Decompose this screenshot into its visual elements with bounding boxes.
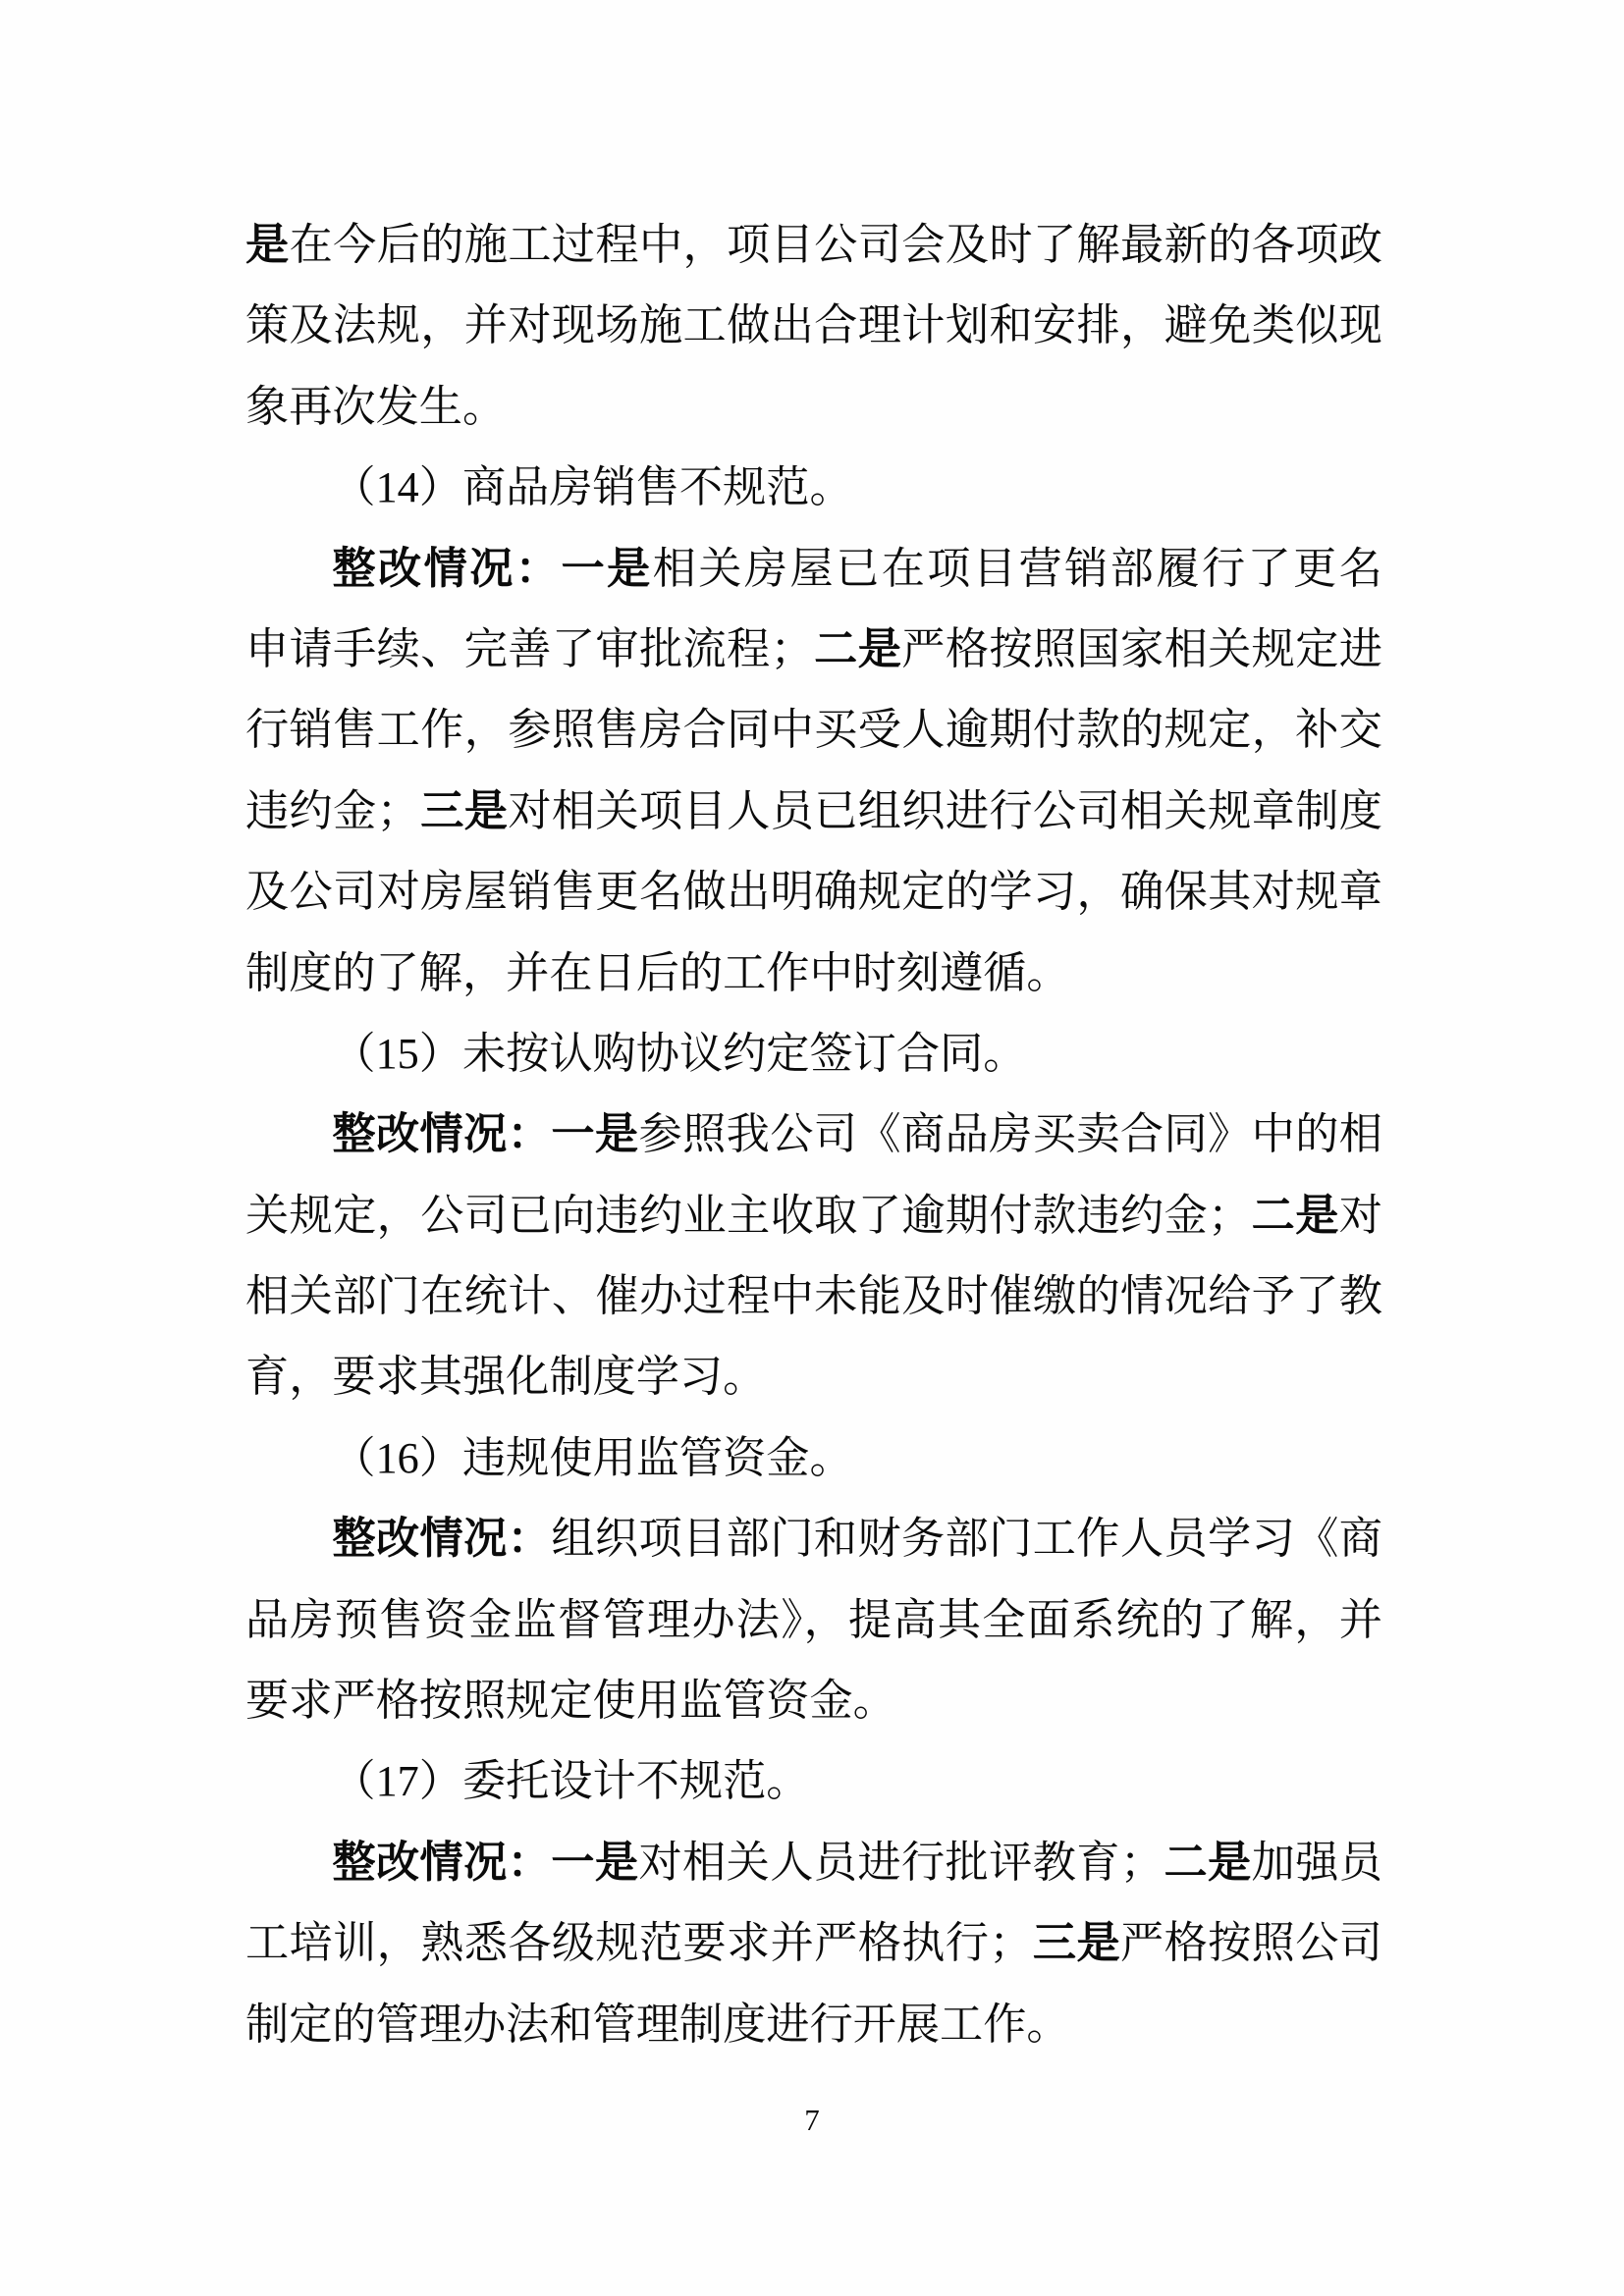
text-run: 关规定，公司已向违约业主收取了逾期付款违约金； — [245, 1191, 1252, 1240]
text-run: 工培训，熟悉各级规范要求并严格执行； — [245, 1919, 1033, 1968]
text-run: （15）未按认购协议约定签订合同。 — [332, 1029, 1027, 1078]
text-run: 加强员 — [1251, 1838, 1382, 1887]
text-line — [245, 1418, 1382, 1499]
bold-text-run: 整改情况： — [332, 1838, 552, 1887]
text-run: 违约金； — [245, 786, 420, 835]
text-run: （17）委托设计不规范。 — [332, 1757, 810, 1806]
text-line — [245, 1014, 1382, 1095]
page-footer — [0, 2099, 1624, 2142]
text-run: 严格按照公司 — [1120, 1919, 1382, 1968]
text-line — [245, 1256, 1382, 1337]
text-line — [245, 852, 1382, 933]
text-line — [245, 934, 1382, 1014]
text-run: 品房预售资金监督管理办法》，提高其全面系统的了解，并 — [245, 1595, 1382, 1644]
text-run: 对相关项目人员已组织进行公司相关规章制度 — [508, 786, 1382, 835]
text-line — [245, 529, 1382, 610]
text-run: 制度的了解，并在日后的工作中时刻遵循。 — [245, 948, 1070, 997]
bold-text-run: 整改情况： — [332, 1110, 552, 1159]
text-run: （14）商品房销售不规范。 — [332, 463, 853, 512]
text-line — [245, 1176, 1382, 1256]
text-line — [245, 1095, 1382, 1175]
text-run: （16）违规使用监管资金。 — [332, 1433, 853, 1482]
text-run: 制定的管理办法和管理制度进行开展工作。 — [245, 2000, 1070, 2049]
text-line — [245, 1823, 1382, 1903]
bold-text-run: 三是 — [1032, 1919, 1121, 1968]
bold-text-run: 一是 — [551, 1838, 639, 1887]
text-run: 在今后的施工过程中，项目公司会及时了解最新的各项政 — [289, 221, 1382, 269]
text-run: 象再次发生。 — [245, 382, 507, 431]
text-run: 申请手续、完善了审批流程； — [245, 624, 814, 673]
text-line — [245, 448, 1382, 528]
text-run: 相关部门在统计、催办过程中未能及时催缴的情况给予了教 — [245, 1272, 1382, 1321]
bold-text-run: 三是 — [419, 786, 509, 835]
text-line — [245, 610, 1382, 690]
text-line — [245, 286, 1382, 366]
text-line — [245, 1661, 1382, 1741]
page-number: 7 — [804, 2103, 820, 2137]
bold-text-run: 二是 — [813, 624, 902, 673]
text-line — [245, 367, 1382, 448]
text-run: 育，要求其强化制度学习。 — [245, 1353, 767, 1402]
text-run: 对相关人员进行批评教育； — [638, 1838, 1164, 1887]
document-body — [245, 205, 1382, 2065]
bold-text-run: 二是 — [1164, 1838, 1252, 1887]
bold-text-run: 是 — [245, 221, 290, 269]
text-line — [245, 1499, 1382, 1579]
text-line — [245, 1580, 1382, 1661]
text-run: 参照我公司《商品房买卖合同》中的相 — [638, 1110, 1382, 1159]
text-run: 组织项目部门和财务部门工作人员学习《商 — [551, 1515, 1382, 1564]
text-run: 严格按照国家相关规定进 — [901, 624, 1382, 673]
text-line — [245, 1985, 1382, 2065]
text-line — [245, 690, 1382, 771]
text-line — [245, 1337, 1382, 1417]
text-line — [245, 1903, 1382, 1984]
text-line — [245, 1741, 1382, 1822]
bold-text-run: 一是 — [551, 1110, 639, 1159]
text-run: 行销售工作，参照售房合同中买受人逾期付款的规定，补交 — [245, 706, 1382, 755]
bold-text-run: 一是 — [561, 544, 653, 593]
text-run: 策及法规，并对现场施工做出合理计划和安排，避免类似现 — [245, 301, 1382, 350]
text-line — [245, 772, 1382, 852]
text-run: 相关房屋已在项目营销部履行了更名 — [652, 544, 1382, 593]
bold-text-run: 二是 — [1251, 1191, 1339, 1240]
text-run: 要求严格按照规定使用监管资金。 — [245, 1677, 896, 1726]
bold-text-run: 整改情况： — [332, 544, 562, 593]
bold-text-run: 整改情况： — [332, 1515, 552, 1564]
text-line — [245, 205, 1382, 286]
text-run: 对 — [1338, 1191, 1382, 1240]
text-run: 及公司对房屋销售更名做出明确规定的学习，确保其对规章 — [245, 868, 1382, 917]
